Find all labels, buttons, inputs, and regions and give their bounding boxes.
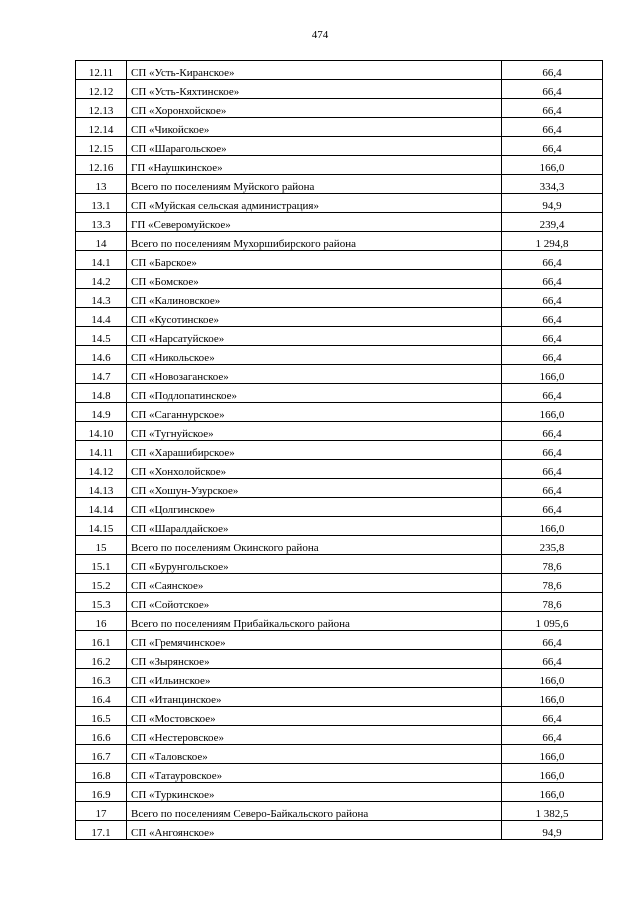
row-number-cell: 12.16 — [76, 156, 127, 175]
settlement-name-cell: СП «Ангоянское» — [127, 821, 502, 840]
amount-cell: 166,0 — [502, 783, 603, 802]
table-row — [76, 650, 603, 669]
table-row — [76, 745, 603, 764]
row-number-cell: 14.5 — [76, 327, 127, 346]
table-row — [76, 612, 603, 631]
amount-cell: 166,0 — [502, 156, 603, 175]
amount-cell: 78,6 — [502, 555, 603, 574]
table-row — [76, 251, 603, 270]
amount-cell: 66,4 — [502, 384, 603, 403]
row-number-cell: 14.2 — [76, 270, 127, 289]
row-number-cell: 13.3 — [76, 213, 127, 232]
amount-cell: 78,6 — [502, 593, 603, 612]
row-number-cell: 17 — [76, 802, 127, 821]
row-number-cell: 12.11 — [76, 61, 127, 80]
amount-cell: 166,0 — [502, 669, 603, 688]
amount-cell: 66,4 — [502, 498, 603, 517]
settlement-name-cell: СП «Муйская сельская администрация» — [127, 194, 502, 213]
amount-cell: 166,0 — [502, 403, 603, 422]
row-number-cell: 12.15 — [76, 137, 127, 156]
table-body — [76, 61, 603, 840]
amount-cell: 166,0 — [502, 688, 603, 707]
settlement-name-cell: ГП «Северомуйское» — [127, 213, 502, 232]
table-row — [76, 156, 603, 175]
settlement-name-cell: СП «Нестеровское» — [127, 726, 502, 745]
settlement-name-cell: СП «Мостовское» — [127, 707, 502, 726]
table-row — [76, 403, 603, 422]
row-number-cell: 16.8 — [76, 764, 127, 783]
settlement-name-cell: СП «Калиновское» — [127, 289, 502, 308]
row-number-cell: 14.7 — [76, 365, 127, 384]
settlement-name-cell: СП «Хоронхойское» — [127, 99, 502, 118]
row-number-cell: 14.6 — [76, 346, 127, 365]
amount-cell: 66,4 — [502, 308, 603, 327]
table-row — [76, 61, 603, 80]
table-row — [76, 308, 603, 327]
row-number-cell: 14.12 — [76, 460, 127, 479]
row-number-cell: 14.11 — [76, 441, 127, 460]
table-row — [76, 802, 603, 821]
table-row — [76, 137, 603, 156]
settlement-name-cell: СП «Нарсатуйское» — [127, 327, 502, 346]
table-row — [76, 517, 603, 536]
row-number-cell: 15.2 — [76, 574, 127, 593]
amount-cell: 166,0 — [502, 745, 603, 764]
row-number-cell: 14 — [76, 232, 127, 251]
amount-cell: 66,4 — [502, 441, 603, 460]
table-row — [76, 118, 603, 137]
table-row — [76, 821, 603, 840]
amount-cell: 166,0 — [502, 517, 603, 536]
row-number-cell: 14.9 — [76, 403, 127, 422]
table-row — [76, 555, 603, 574]
amount-cell: 66,4 — [502, 251, 603, 270]
settlement-name-cell: СП «Шарагольское» — [127, 137, 502, 156]
row-number-cell: 16.6 — [76, 726, 127, 745]
settlement-name-cell: СП «Сойотское» — [127, 593, 502, 612]
row-number-cell: 14.14 — [76, 498, 127, 517]
row-number-cell: 16.4 — [76, 688, 127, 707]
settlement-name-cell: СП «Саганнурское» — [127, 403, 502, 422]
amount-cell: 235,8 — [502, 536, 603, 555]
table-row — [76, 764, 603, 783]
table-row — [76, 422, 603, 441]
table-row — [76, 232, 603, 251]
row-number-cell: 14.4 — [76, 308, 127, 327]
row-number-cell: 13.1 — [76, 194, 127, 213]
table-row — [76, 688, 603, 707]
settlement-name-cell: СП «Бурунгольское» — [127, 555, 502, 574]
table-row — [76, 479, 603, 498]
amount-cell: 66,4 — [502, 118, 603, 137]
amount-cell: 1 382,5 — [502, 802, 603, 821]
amount-cell: 94,9 — [502, 194, 603, 213]
table-row — [76, 346, 603, 365]
row-number-cell: 14.10 — [76, 422, 127, 441]
settlement-name-cell: СП «Хонхолойское» — [127, 460, 502, 479]
table-row — [76, 460, 603, 479]
row-number-cell: 13 — [76, 175, 127, 194]
row-number-cell: 14.13 — [76, 479, 127, 498]
settlement-name-cell: СП «Шаралдайское» — [127, 517, 502, 536]
row-number-cell: 14.3 — [76, 289, 127, 308]
settlement-name-cell: Всего по поселениям Муйского района — [127, 175, 502, 194]
table-row — [76, 270, 603, 289]
table-row — [76, 631, 603, 650]
row-number-cell: 14.1 — [76, 251, 127, 270]
amount-cell: 334,3 — [502, 175, 603, 194]
settlement-name-cell: Всего по поселениям Прибайкальского района — [127, 612, 502, 631]
amount-cell: 1 294,8 — [502, 232, 603, 251]
table-row — [76, 327, 603, 346]
row-number-cell: 16.5 — [76, 707, 127, 726]
row-number-cell: 16 — [76, 612, 127, 631]
settlement-name-cell: СП «Гремячинское» — [127, 631, 502, 650]
settlement-name-cell: СП «Подлопатинское» — [127, 384, 502, 403]
amount-cell: 66,4 — [502, 346, 603, 365]
amount-cell: 66,4 — [502, 631, 603, 650]
table-row — [76, 175, 603, 194]
row-number-cell: 12.12 — [76, 80, 127, 99]
table-row — [76, 213, 603, 232]
table-row — [76, 498, 603, 517]
table-row — [76, 441, 603, 460]
row-number-cell: 16.9 — [76, 783, 127, 802]
row-number-cell: 16.7 — [76, 745, 127, 764]
row-number-cell: 15.3 — [76, 593, 127, 612]
settlement-name-cell: СП «Чикойское» — [127, 118, 502, 137]
settlement-name-cell: ГП «Наушкинское» — [127, 156, 502, 175]
amount-cell: 78,6 — [502, 574, 603, 593]
page-number: 474 — [311, 29, 329, 41]
row-number-cell: 16.3 — [76, 669, 127, 688]
row-number-cell: 12.13 — [76, 99, 127, 118]
settlement-name-cell: СП «Цолгинское» — [127, 498, 502, 517]
amount-cell: 66,4 — [502, 270, 603, 289]
table-row — [76, 536, 603, 555]
table-row — [76, 574, 603, 593]
table-row — [76, 80, 603, 99]
amount-cell: 66,4 — [502, 726, 603, 745]
row-number-cell: 17.1 — [76, 821, 127, 840]
row-number-cell: 16.2 — [76, 650, 127, 669]
settlement-name-cell: СП «Ильинское» — [127, 669, 502, 688]
settlement-name-cell: Всего по поселениям Северо-Байкальского района — [127, 802, 502, 821]
amount-cell: 66,4 — [502, 707, 603, 726]
amount-cell: 66,4 — [502, 80, 603, 99]
amount-cell: 66,4 — [502, 422, 603, 441]
settlement-name-cell: СП «Татауровское» — [127, 764, 502, 783]
table-row — [76, 707, 603, 726]
amount-cell: 66,4 — [502, 99, 603, 118]
amount-cell: 66,4 — [502, 327, 603, 346]
budget-table — [75, 60, 603, 840]
amount-cell: 239,4 — [502, 213, 603, 232]
amount-cell: 66,4 — [502, 650, 603, 669]
table-row — [76, 365, 603, 384]
row-number-cell: 15 — [76, 536, 127, 555]
table-row — [76, 783, 603, 802]
settlement-name-cell: СП «Харашибирское» — [127, 441, 502, 460]
amount-cell: 66,4 — [502, 137, 603, 156]
settlement-name-cell: СП «Барское» — [127, 251, 502, 270]
settlement-name-cell: СП «Кусотинское» — [127, 308, 502, 327]
amount-cell: 94,9 — [502, 821, 603, 840]
settlement-name-cell: СП «Усть-Кяхтинское» — [127, 80, 502, 99]
settlement-name-cell: СП «Хошун-Узурское» — [127, 479, 502, 498]
amount-cell: 1 095,6 — [502, 612, 603, 631]
table-row — [76, 99, 603, 118]
table-row — [76, 669, 603, 688]
amount-cell: 166,0 — [502, 365, 603, 384]
table-row — [76, 194, 603, 213]
settlement-name-cell: СП «Бомское» — [127, 270, 502, 289]
row-number-cell: 12.14 — [76, 118, 127, 137]
amount-cell: 66,4 — [502, 460, 603, 479]
settlement-name-cell: СП «Усть-Киранское» — [127, 61, 502, 80]
settlement-name-cell: СП «Итанцинское» — [127, 688, 502, 707]
row-number-cell: 14.8 — [76, 384, 127, 403]
settlement-name-cell: СП «Саянское» — [127, 574, 502, 593]
amount-cell: 66,4 — [502, 479, 603, 498]
amount-cell: 66,4 — [502, 61, 603, 80]
settlement-name-cell: СП «Тугнуйское» — [127, 422, 502, 441]
settlement-name-cell: СП «Туркинское» — [127, 783, 502, 802]
amount-cell: 66,4 — [502, 289, 603, 308]
settlement-name-cell: Всего по поселениям Окинского района — [127, 536, 502, 555]
row-number-cell: 16.1 — [76, 631, 127, 650]
settlement-name-cell: СП «Никольское» — [127, 346, 502, 365]
table-row — [76, 384, 603, 403]
table-row — [76, 289, 603, 308]
settlement-name-cell: СП «Таловское» — [127, 745, 502, 764]
table-row — [76, 593, 603, 612]
row-number-cell: 14.15 — [76, 517, 127, 536]
row-number-cell: 15.1 — [76, 555, 127, 574]
settlement-name-cell: СП «Новозаганское» — [127, 365, 502, 384]
settlement-name-cell: Всего по поселениям Мухоршибирского района — [127, 232, 502, 251]
settlement-name-cell: СП «Зырянское» — [127, 650, 502, 669]
table-row — [76, 726, 603, 745]
amount-cell: 166,0 — [502, 764, 603, 783]
